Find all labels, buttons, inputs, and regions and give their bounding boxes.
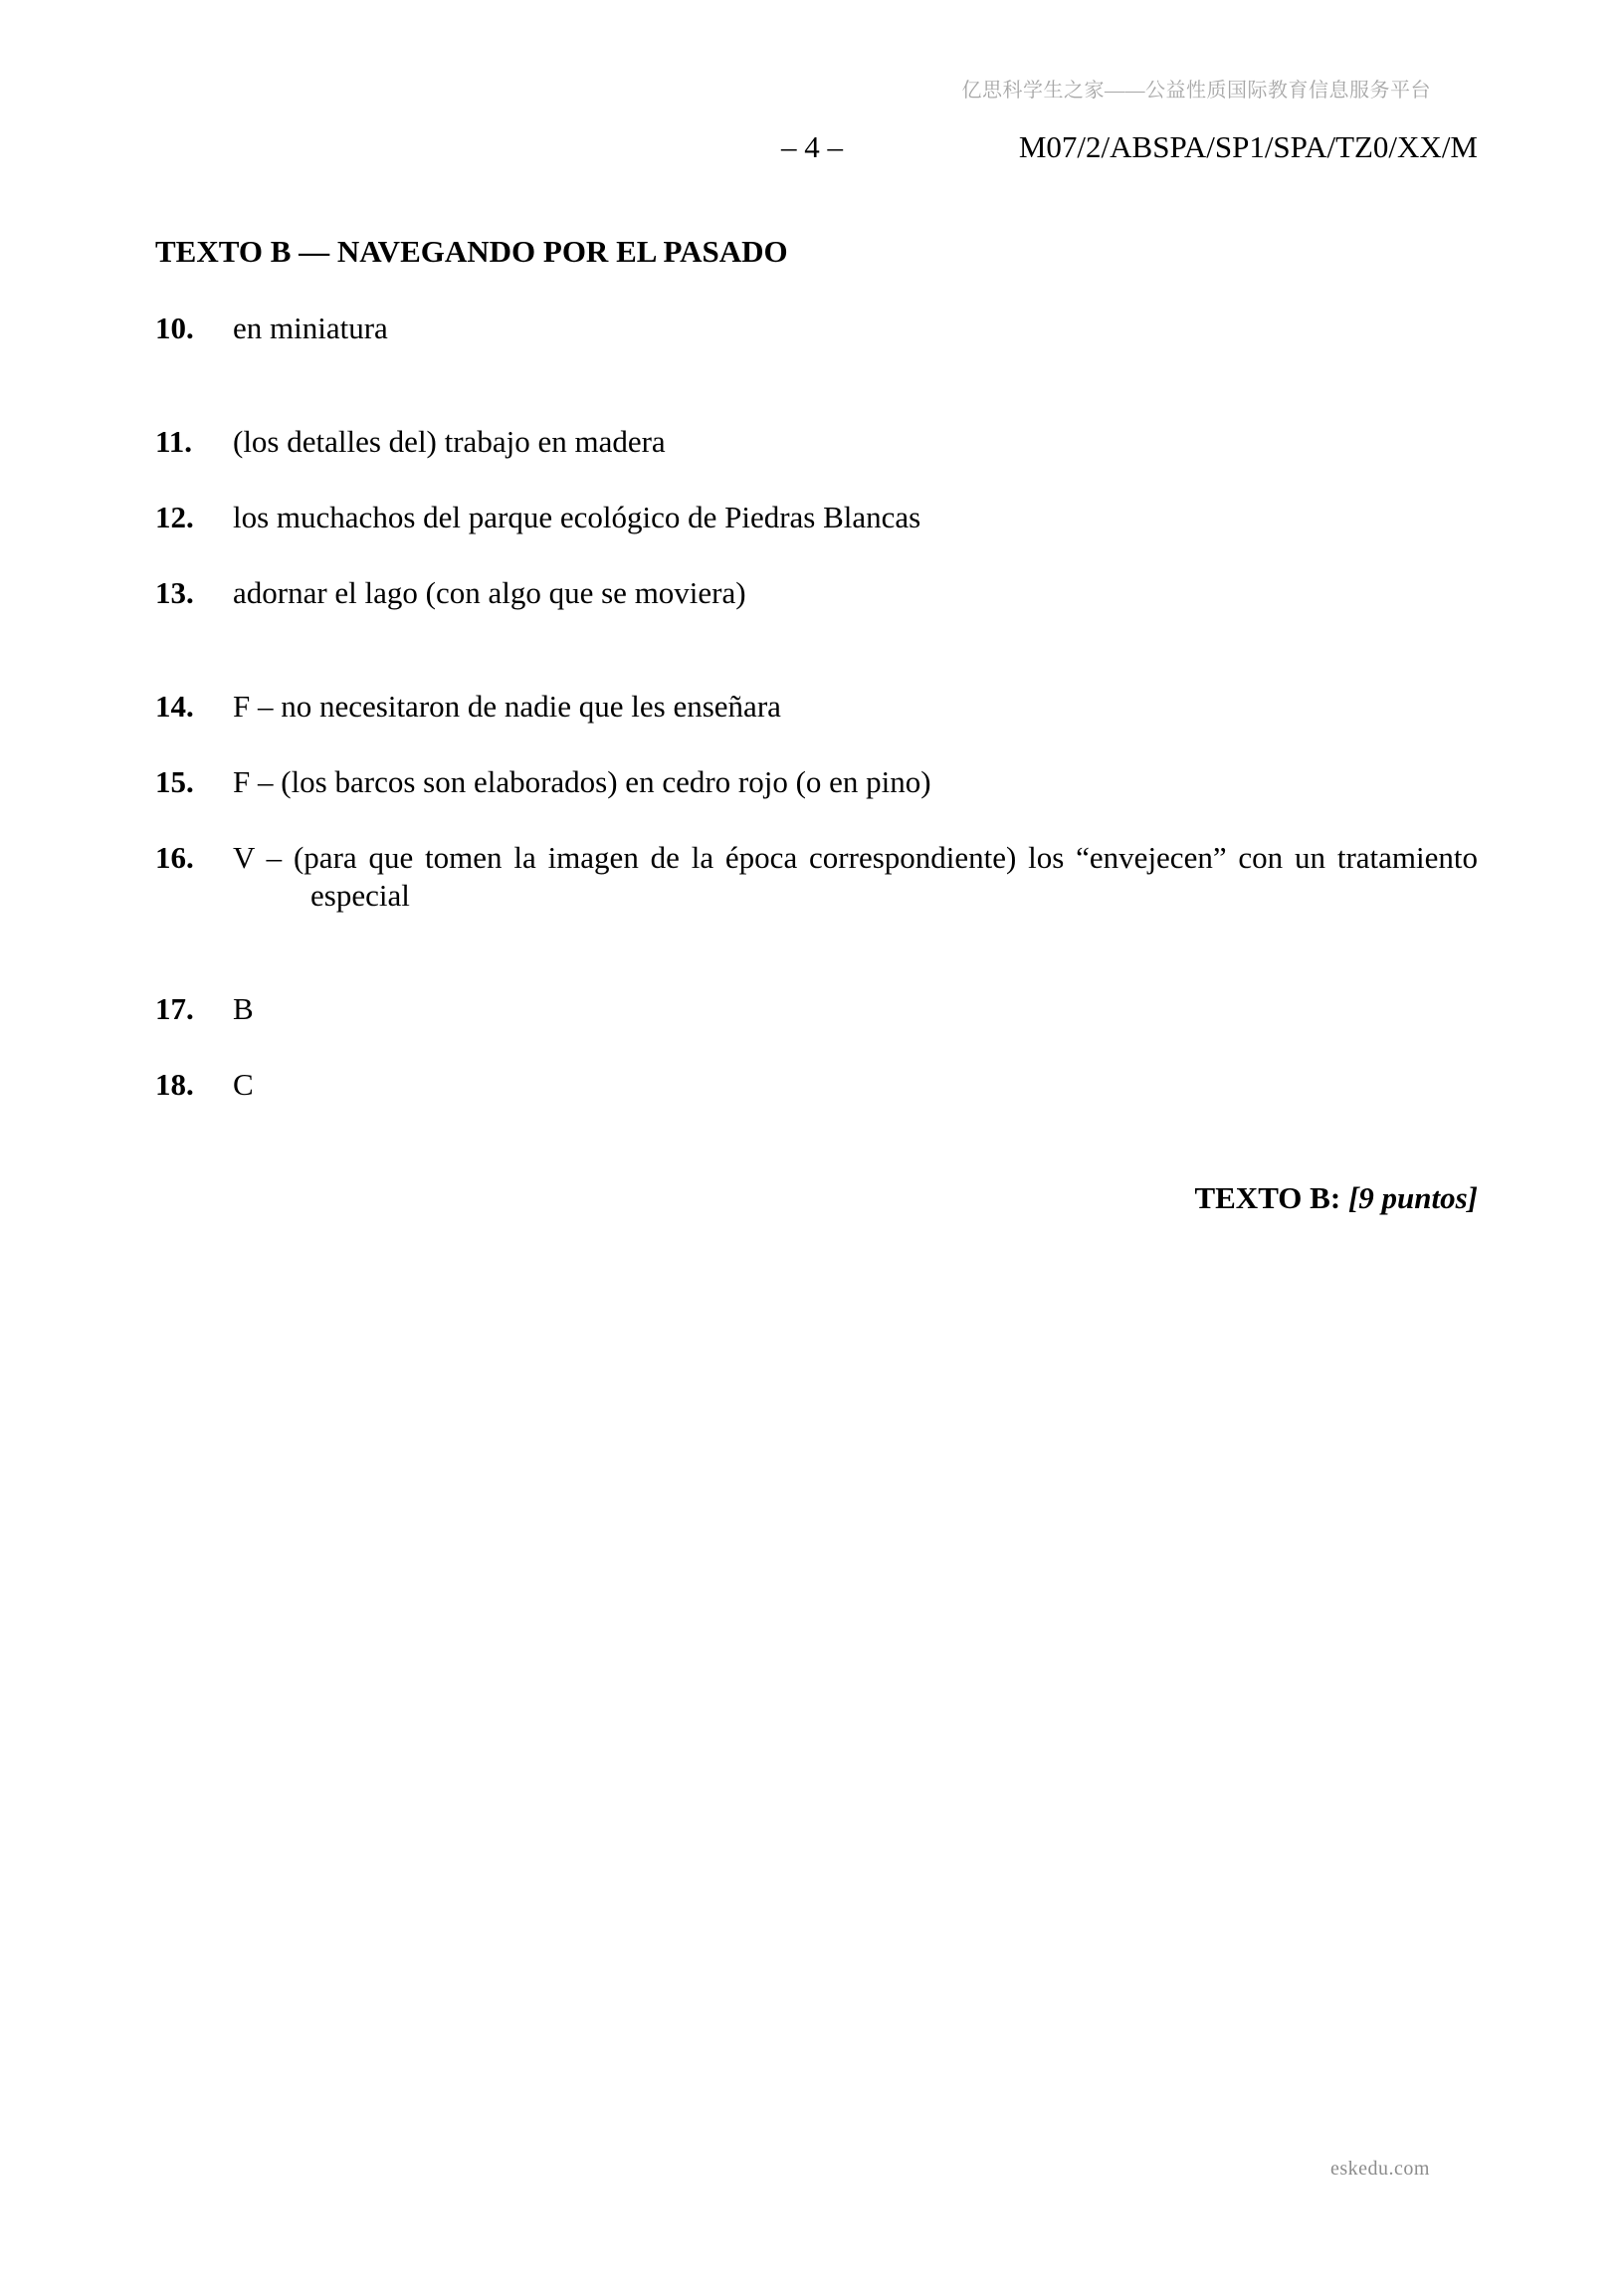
- answer-number: 10.: [155, 311, 194, 345]
- total-label: TEXTO B:: [1194, 1180, 1348, 1215]
- answer-item: [155, 839, 1478, 915]
- answer-number: 18.: [155, 1067, 194, 1102]
- answer-number: 12.: [155, 500, 194, 534]
- answer-text: V – (para que tomen la imagen de la época correspondiente) los “envejecen” con un tratamiento especial: [233, 840, 1478, 913]
- section-heading: TEXTO B — NAVEGANDO POR EL PASADO: [155, 234, 788, 269]
- answer-item: [155, 763, 1478, 801]
- answer-text: F – (los barcos son elaborados) en cedro rojo (o en pino): [233, 764, 931, 799]
- exam-code: M07/2/ABSPA/SP1/SPA/TZ0/XX/M: [1018, 129, 1478, 164]
- answer-item: [155, 423, 1478, 461]
- answer-number: 17.: [155, 991, 194, 1026]
- answer-text: adornar el lago (con algo que se moviera): [233, 575, 746, 610]
- total-score: [9 puntos]: [1347, 1180, 1478, 1215]
- answer-text: los muchachos del parque ecológico de Piedras Blancas: [233, 500, 921, 534]
- answer-text: F – no necesitaron de nadie que les enseñara: [233, 689, 781, 724]
- answer-text: en miniatura: [233, 311, 388, 345]
- watermark-header: 亿思科学生之家——公益性质国际教育信息服务平台: [961, 80, 1431, 102]
- answer-item: [155, 990, 1478, 1028]
- answer-item: [155, 310, 1478, 347]
- watermark-footer: eskedu.com: [1330, 2158, 1430, 2180]
- page-number: – 4 –: [781, 129, 843, 164]
- answer-number: 11.: [155, 424, 193, 459]
- answer-item: [155, 1066, 1478, 1104]
- answer-text: B: [233, 991, 254, 1026]
- answer-text: C: [233, 1067, 254, 1102]
- answer-number: 14.: [155, 689, 194, 724]
- answer-number: 15.: [155, 764, 194, 799]
- answer-item: [155, 574, 1478, 612]
- answer-number: 16.: [155, 840, 194, 875]
- section-total: [1194, 1180, 1478, 1216]
- answer-item: [155, 688, 1478, 726]
- answer-text: (los detalles del) trabajo en madera: [233, 424, 666, 459]
- answer-number: 13.: [155, 575, 194, 610]
- answer-item: [155, 499, 1478, 536]
